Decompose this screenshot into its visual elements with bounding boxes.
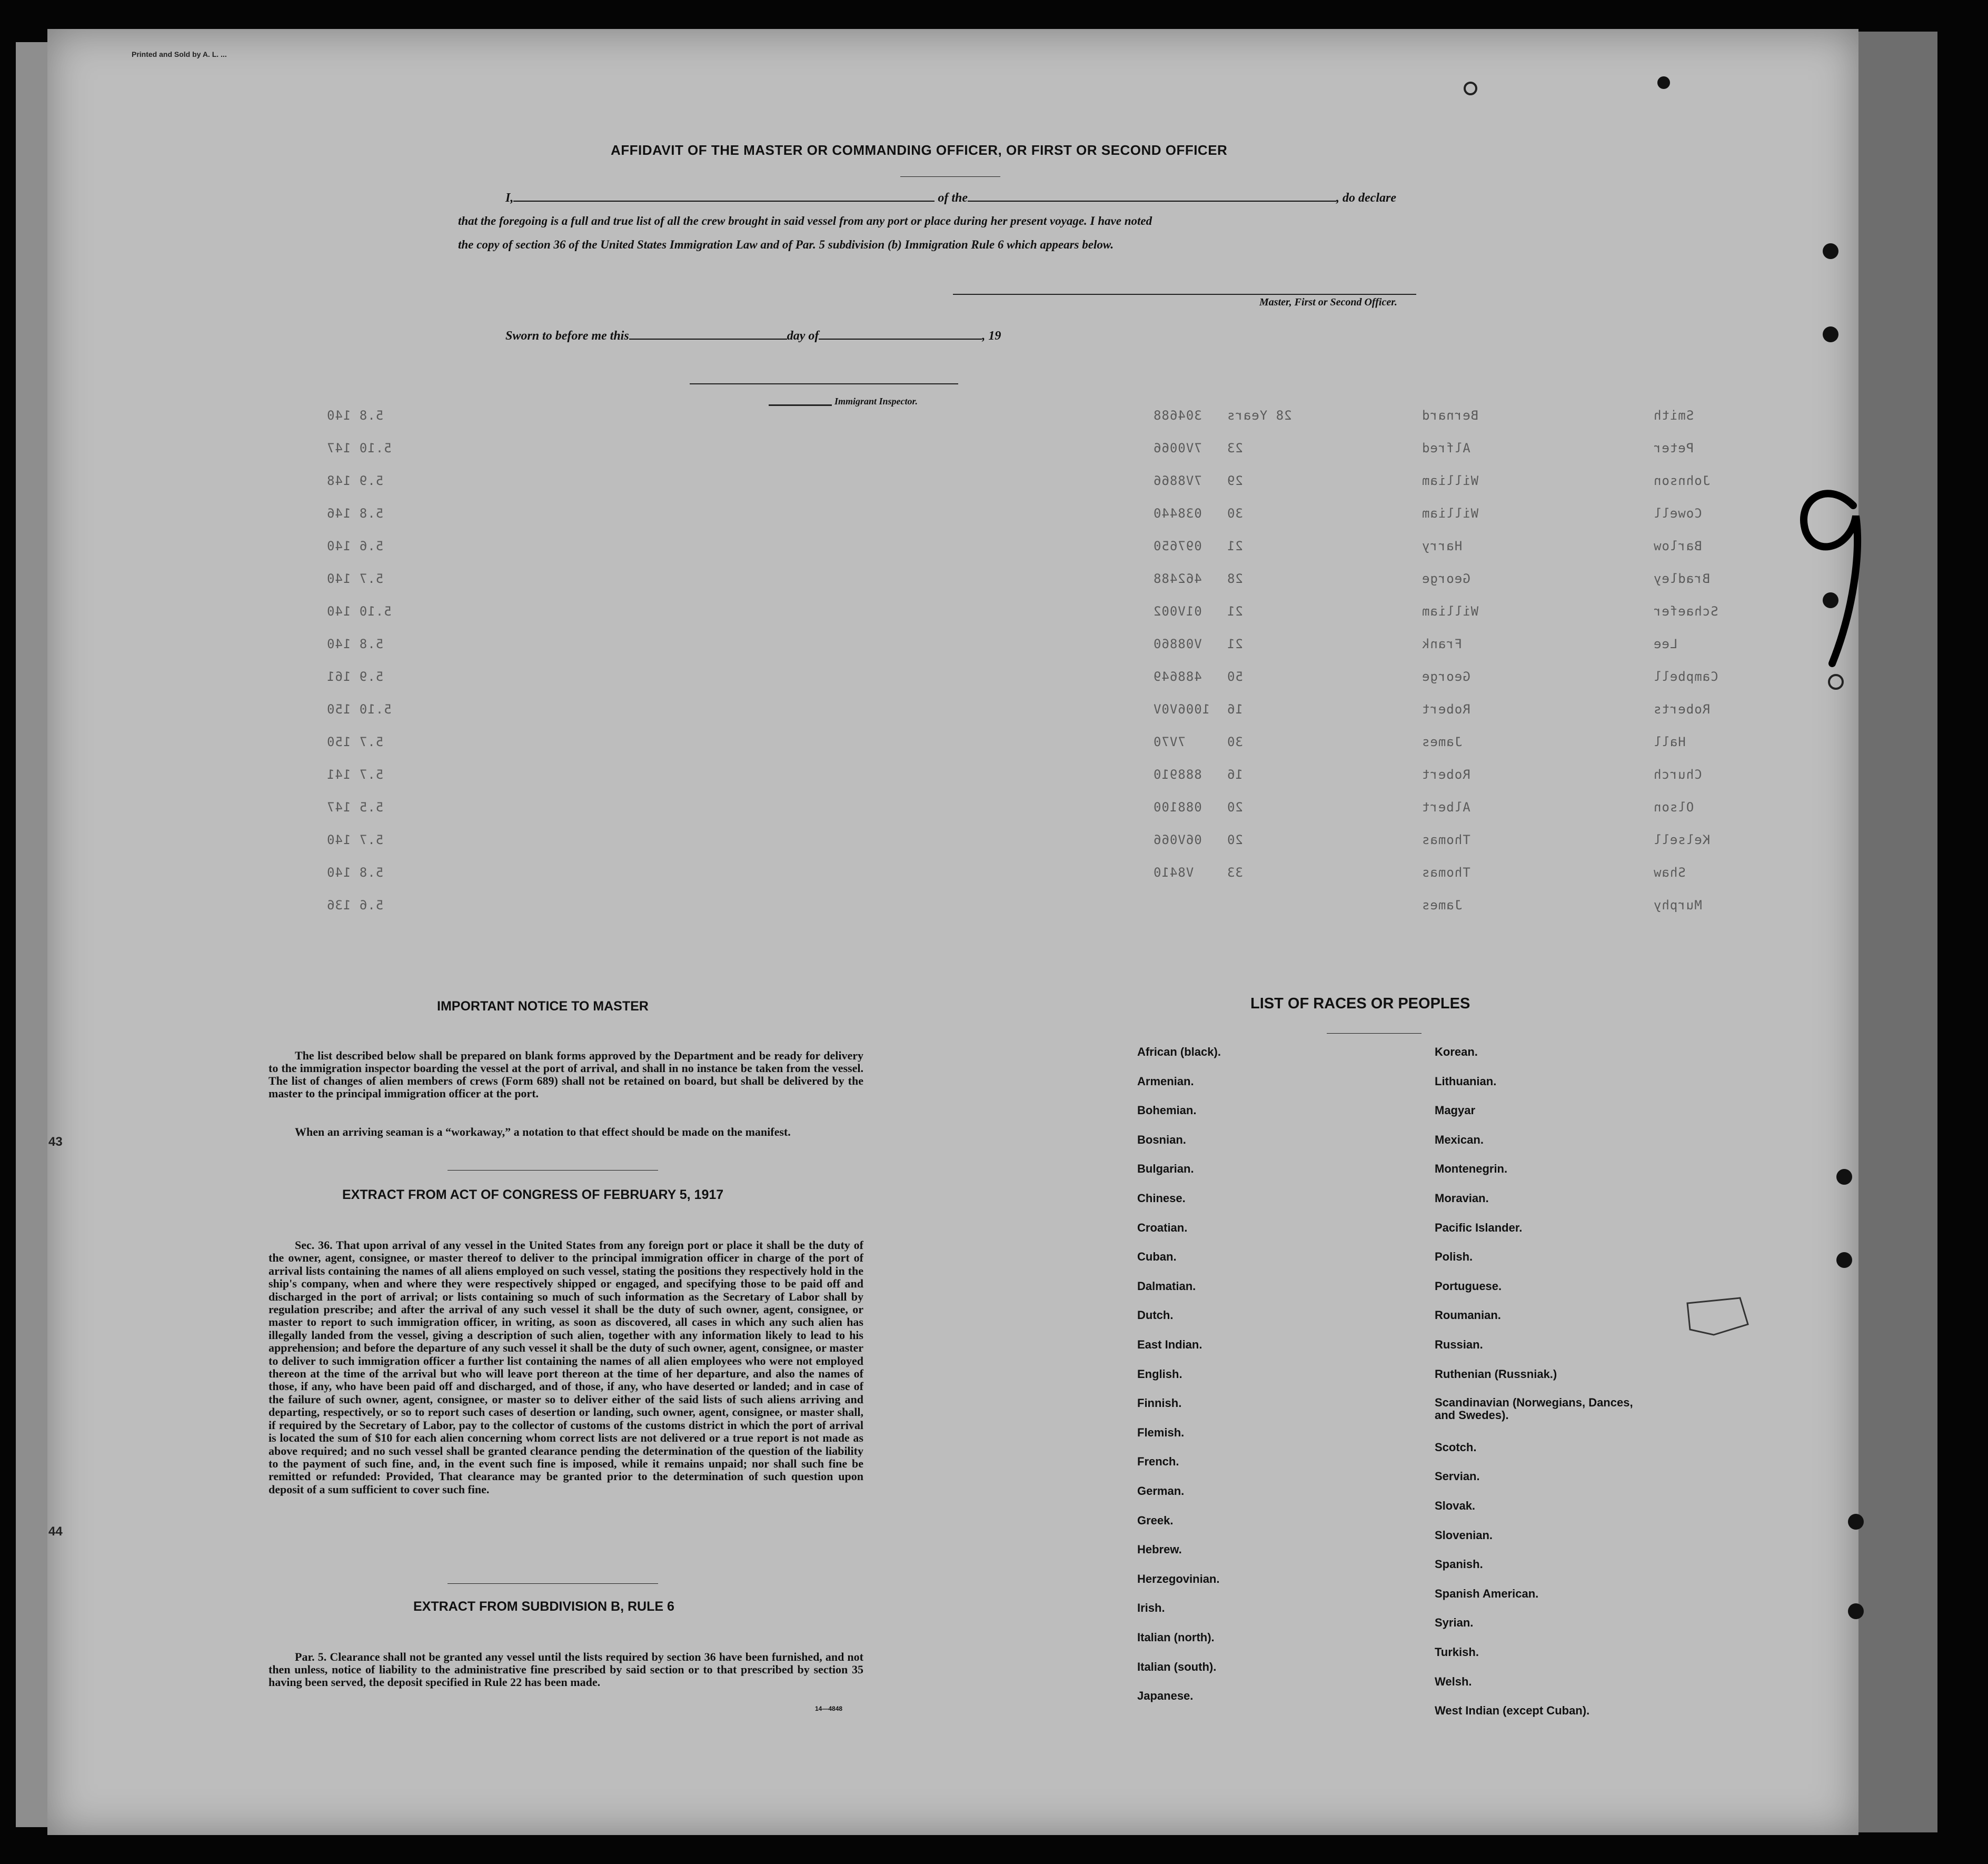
extract-rule-title: EXTRACT FROM SUBDIVISION B, RULE 6: [413, 1599, 674, 1614]
binder-hole: [1836, 1252, 1852, 1268]
bleed-firstname: James: [1422, 735, 1463, 749]
bleed-number: V8410: [1153, 865, 1194, 880]
race-item: Bosnian.: [1137, 1133, 1186, 1146]
inspector-line: [690, 383, 958, 384]
race-item: Dalmatian.: [1137, 1279, 1196, 1293]
bleed-height-weight: 5.9 161: [326, 669, 384, 684]
bleed-firstname: Thomas: [1422, 865, 1470, 880]
bleed-firstname: George: [1422, 669, 1470, 684]
signature-line: [953, 294, 1416, 295]
bleed-number: 462488: [1153, 571, 1202, 586]
bleed-number: 488649: [1153, 669, 1202, 684]
bleed-number: V08860: [1153, 637, 1202, 651]
bleed-age: 16: [1227, 767, 1243, 782]
bleed-age: 30: [1227, 506, 1243, 521]
bleed-height-weight: 5.7 141: [326, 767, 384, 782]
punch-mark: [1464, 82, 1477, 95]
bleed-height-weight: 5.9 148: [326, 473, 384, 488]
notice-paragraph-2: When an arriving seaman is a “workaway,” a notation to that effect should be made on the manifest.: [295, 1125, 791, 1138]
affidavit-line-3: the copy of section 36 of the United States Immigration Law and of Par. 5 subdivision (b) Immigration Rule 6 which appears below.: [458, 238, 1114, 251]
race-item: German.: [1137, 1484, 1185, 1498]
bleed-height-weight: 5.8 140: [326, 865, 384, 880]
bleed-age: 29: [1227, 473, 1243, 488]
race-item: Slovak.: [1435, 1499, 1476, 1512]
bleed-height-weight: 5.8 146: [326, 506, 384, 521]
bleed-surname: Murphy: [1653, 898, 1702, 913]
bleed-number: 038440: [1153, 506, 1202, 521]
bleed-firstname: James: [1422, 898, 1463, 913]
bleed-age: 21: [1227, 604, 1243, 619]
bleed-firstname: Harry: [1422, 539, 1463, 553]
race-item: Italian (north).: [1137, 1631, 1215, 1644]
printer-line: Printed and Sold by A. L. ...: [132, 50, 227, 58]
race-item: Dutch.: [1137, 1308, 1174, 1322]
bleed-number: 7V0066: [1153, 441, 1202, 455]
bleed-height-weight: 5.5 147: [326, 800, 384, 815]
race-item: Finnish.: [1137, 1396, 1182, 1410]
bleed-surname: Schaefer: [1653, 604, 1718, 619]
bleed-height-weight: 5.7 140: [326, 832, 384, 847]
bleed-age: 23: [1227, 441, 1243, 455]
race-item: Armenian.: [1137, 1074, 1194, 1088]
race-item: Lithuanian.: [1435, 1074, 1497, 1088]
bleed-age: 28 Years: [1227, 408, 1292, 423]
bleed-number: 06V066: [1153, 832, 1202, 847]
race-item: Mexican.: [1435, 1133, 1484, 1146]
binder-hole: [1828, 674, 1844, 690]
bleed-number: 888910: [1153, 767, 1202, 782]
race-item: Greek.: [1137, 1513, 1174, 1527]
sworn-line: Sworn to before me this day of , 19: [505, 329, 1001, 343]
bleed-surname: Johnson: [1653, 473, 1711, 488]
race-item: West Indian (except Cuban).: [1435, 1704, 1590, 1718]
signature-caption: Master, First or Second Officer.: [1259, 296, 1397, 308]
punch-mark: [1657, 76, 1670, 89]
race-item: Moravian.: [1435, 1192, 1489, 1205]
bleed-height-weight: 5.8 140: [326, 408, 384, 423]
bleed-firstname: George: [1422, 571, 1470, 586]
bleed-surname: Shaw: [1653, 865, 1686, 880]
bleed-age: 21: [1227, 637, 1243, 651]
race-item: Pacific Islander.: [1435, 1221, 1523, 1234]
race-item: Scotch.: [1435, 1440, 1477, 1454]
side-number-44: 44: [48, 1524, 63, 1539]
inspector-caption: Immigrant Inspector.: [834, 396, 918, 406]
bleed-surname: Peter: [1653, 441, 1694, 455]
bleed-surname: Campbell: [1653, 669, 1718, 684]
bleed-firstname: William: [1422, 506, 1479, 521]
bleed-surname: Barlow: [1653, 539, 1702, 553]
bleed-age: 33: [1227, 865, 1243, 880]
race-item: Syrian.: [1435, 1616, 1474, 1630]
race-item: Scandinavian (Norwegians, Dances, and Swedes).: [1435, 1396, 1633, 1422]
bleed-surname: Church: [1653, 767, 1702, 782]
bleed-age: 50: [1227, 669, 1243, 684]
race-item: Chinese.: [1137, 1192, 1186, 1205]
bleed-age: 20: [1227, 800, 1243, 815]
title-divider: [900, 176, 1000, 177]
extract-act-text: Sec. 36. That upon arrival of any vessel in the United States from any foreign port or place it shall be the duty of the owner, agent, consignee, or master thereof to deliver to the principal immigration officer in charge of the port of arrival lists containing the names of all aliens employed on such vessel, stating the positions they respectively hold in the ship's company, when and where they were respectively shipped or engaged, and specifying those to be paid off and discharged in the port of arrival; or lists containing so much of such information as the Secretary of Labor shall by regulation prescribe; and after the arrival of any such vessel it shall be the duty of such owner, agent, consignee, or master to report to such immigration officer, in writing, as soon as discovered, all cases in which any such alien has illegally landed from the vessel, giving a description of such alien, together with any information likely to lead to his apprehension; and before the departure of any such vessel it shall be the duty of such owner, agent, consignee, or master to deliver to such immigration officer a further list containing the names of all alien employees who were not employed thereon at the time of the arrival but who will leave port thereon at the time of her departure, and also the names of those, if any, who have been paid off and discharged, and of those, if any, who have deserted or landed; and in case of the failure of such owner, agent, consignee, or master so to deliver either of the said lists of such aliens arriving and departing, respectively, or so to report such cases of desertion or landing, such owner, agent, consignee, or master shall, if required by the Secretary of Labor, pay to the collector of customs of the customs district in which the port of arrival is located the sum of $10 for each alien concerning whom correct lists are not delivered or a true report is not made as above required; and no such vessel shall be granted clearance pending the determination of the question of the liability to the payment of such fine, and, in the event such fine is imposed, while it remains unpaid; nor shall such fine be remitted or refunded: Provided, That clearance may be granted prior to the determination of such question upon deposit of a sum sufficient to cover such fine.: [269, 1238, 863, 1496]
bleed-firstname: Frank: [1422, 637, 1463, 651]
bleed-number: 304688: [1153, 408, 1202, 423]
bleed-number: 088100: [1153, 800, 1202, 815]
binder-hole: [1836, 1169, 1852, 1185]
right-page-edge: [1858, 32, 1937, 1832]
race-item: Bulgarian.: [1137, 1162, 1194, 1176]
bleed-firstname: Albert: [1422, 800, 1470, 815]
binder-hole: [1848, 1603, 1864, 1619]
bleed-surname: Lee: [1653, 637, 1678, 651]
race-item: Welsh.: [1435, 1674, 1472, 1688]
race-item: Russian.: [1435, 1338, 1483, 1351]
race-item: Polish.: [1435, 1250, 1473, 1264]
bleed-surname: Olson: [1653, 800, 1694, 815]
race-item: Roumanian.: [1435, 1308, 1501, 1322]
manifest-page: [47, 29, 1858, 1835]
form-number: 14—4848: [815, 1705, 843, 1712]
bleed-height-weight: 5.7 150: [326, 735, 384, 749]
bleed-height-weight: 5.8 140: [326, 637, 384, 651]
bleed-firstname: Bernard: [1422, 408, 1479, 423]
race-item: Bohemian.: [1137, 1104, 1197, 1117]
race-item: Servian.: [1435, 1470, 1480, 1483]
bleed-age: 16: [1227, 702, 1243, 717]
handwritten-page-number: [1790, 474, 1874, 674]
affidavit-title: AFFIDAVIT OF THE MASTER OR COMMANDING OFFICER, OR FIRST OR SECOND OFFICER: [611, 142, 1228, 158]
side-number-43: 43: [48, 1135, 63, 1149]
extract-rule-text: Par. 5. Clearance shall not be granted any vessel until the lists required by section 36 have been furnished, and not then unless, notice of liability to the administrative fine prescribed by said section or to that prescribed by section 35 having been served, the deposit specified in Rule 22 has been made.: [269, 1650, 863, 1689]
faint-stamp: [1682, 1293, 1751, 1340]
race-item: Hebrew.: [1137, 1543, 1182, 1556]
bleed-age: 21: [1227, 539, 1243, 553]
bleed-number: 097650: [1153, 539, 1202, 553]
race-item: Slovenian.: [1435, 1528, 1493, 1542]
bleed-number: 7V70: [1153, 735, 1186, 749]
race-item: East Indian.: [1137, 1338, 1202, 1351]
left-page-edge: [16, 42, 47, 1827]
bleed-height-weight: 5.7 140: [326, 571, 384, 586]
extract-act-title: EXTRACT FROM ACT OF CONGRESS OF FEBRUARY 5, 1917: [342, 1187, 724, 1202]
bleed-firstname: Robert: [1422, 767, 1470, 782]
race-item: African (black).: [1137, 1045, 1221, 1058]
bleed-surname: Smith: [1653, 408, 1694, 423]
divider-1: [448, 1170, 658, 1171]
affidavit-line-1: I, of the , do declare: [505, 191, 1396, 205]
bleed-surname: Bradley: [1653, 571, 1711, 586]
race-item: French.: [1137, 1455, 1179, 1469]
race-item: Herzegovinian.: [1137, 1572, 1220, 1585]
bleed-number: 7V8866: [1153, 473, 1202, 488]
bleed-firstname: William: [1422, 473, 1479, 488]
race-item: Turkish.: [1435, 1645, 1479, 1659]
races-divider: [1327, 1033, 1422, 1034]
race-item: Portuguese.: [1435, 1279, 1502, 1293]
race-item: Magyar: [1435, 1104, 1476, 1117]
bleed-height-weight: 5.10 147: [326, 441, 392, 455]
race-item: Irish.: [1137, 1601, 1165, 1615]
bleed-height-weight: 5.10 150: [326, 702, 392, 717]
notice-paragraph-1: The list described below shall be prepared on blank forms approved by the Department and be ready for delivery to the immigration inspector boarding the vessel at the port of arrival, and shall in no instance be taken from the vessel. The list of changes of alien members of crews (Form 689) shall not be retained on board, but shall be delivered by the master to the principal immigration officer at the port.: [269, 1049, 863, 1100]
race-item: Italian (south).: [1137, 1660, 1217, 1673]
race-item: Cuban.: [1137, 1250, 1177, 1264]
bleed-firstname: Robert: [1422, 702, 1470, 717]
bleed-surname: Kelsell: [1653, 832, 1711, 847]
race-item: Spanish.: [1435, 1558, 1483, 1571]
race-item: Korean.: [1435, 1045, 1478, 1058]
race-item: Spanish American.: [1435, 1587, 1539, 1600]
race-item: Flemish.: [1137, 1425, 1185, 1439]
bleed-surname: Roberts: [1653, 702, 1711, 717]
race-item: Japanese.: [1137, 1689, 1194, 1703]
race-item: Montenegrin.: [1435, 1162, 1508, 1176]
bleed-age: 20: [1227, 832, 1243, 847]
inspector-short-line: [769, 404, 832, 406]
bleed-surname: Hall: [1653, 735, 1686, 749]
race-item: Ruthenian (Russniak.): [1435, 1367, 1557, 1381]
divider-2: [448, 1583, 658, 1584]
bleed-height-weight: 5.6 136: [326, 898, 384, 913]
bleed-firstname: Alfred: [1422, 441, 1470, 455]
bleed-number: 01V002: [1153, 604, 1202, 619]
bleed-age: 30: [1227, 735, 1243, 749]
bleed-surname: Cowell: [1653, 506, 1702, 521]
bleed-height-weight: 5.10 140: [326, 604, 392, 619]
bleed-height-weight: 5.6 140: [326, 539, 384, 553]
race-item: Croatian.: [1137, 1221, 1188, 1234]
races-title: LIST OF RACES OR PEOPLES: [1250, 995, 1470, 1012]
binder-hole: [1848, 1514, 1864, 1530]
bleed-firstname: Thomas: [1422, 832, 1470, 847]
affidavit-line-2: that the foregoing is a full and true list of all the crew brought in said vessel from any port or place during her present voyage. I have noted: [458, 214, 1152, 227]
race-item: English.: [1137, 1367, 1182, 1381]
bleed-firstname: William: [1422, 604, 1479, 619]
binder-hole: [1823, 326, 1838, 342]
bleed-number: 1006V0V: [1153, 702, 1210, 717]
bleed-age: 28: [1227, 571, 1243, 586]
binder-hole: [1823, 243, 1838, 259]
notice-title: IMPORTANT NOTICE TO MASTER: [437, 999, 649, 1014]
